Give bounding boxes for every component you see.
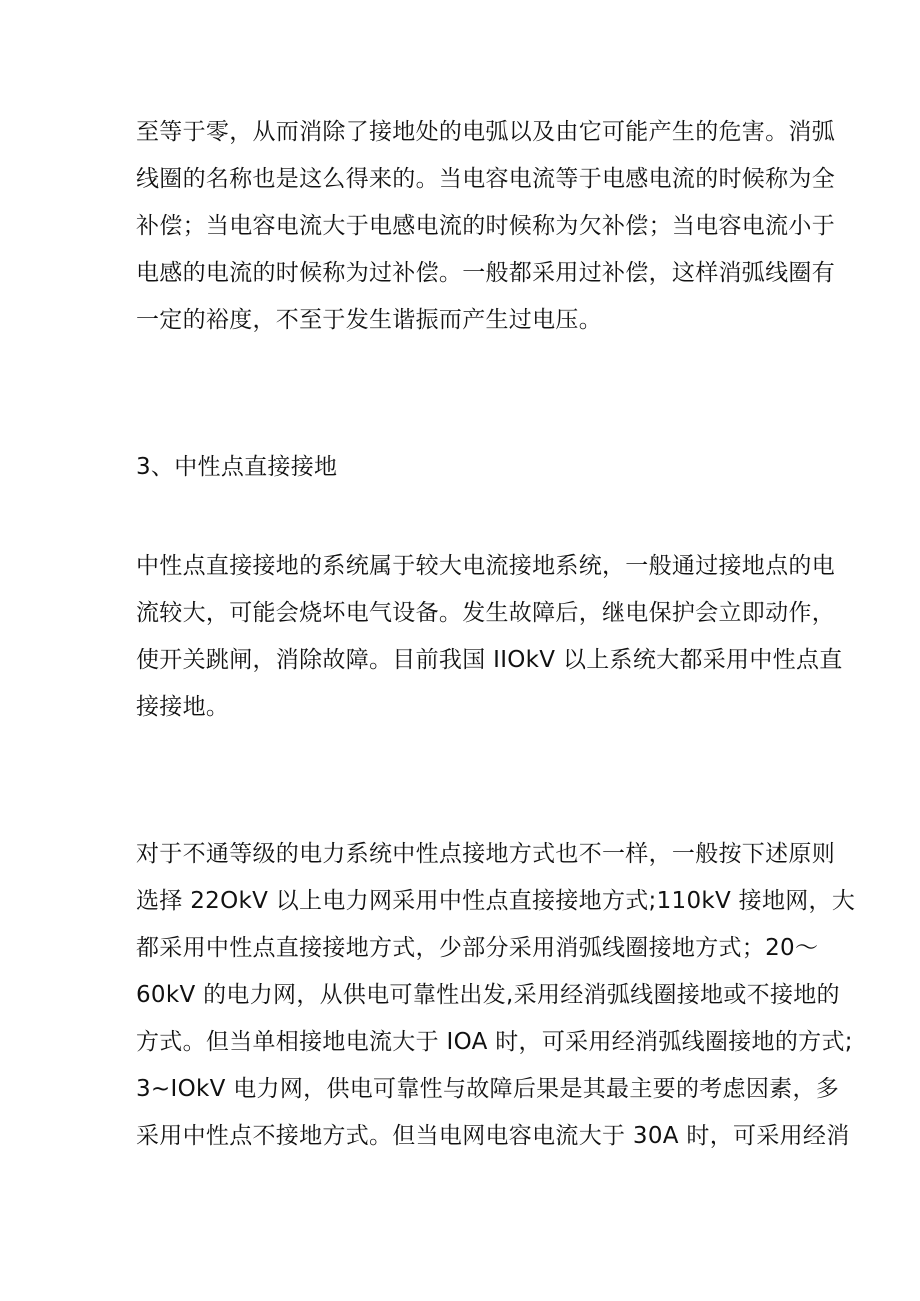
paragraph-1-line-3: 补偿；当电容电流大于电感电流的时候称为欠补偿；当电容电流小于 (136, 213, 835, 239)
paragraph-1-line-2: 线圈的名称也是这么得来的。当电容电流等于电感电流的时候称为全 (136, 166, 835, 192)
paragraph-2-line-4: 接接地。 (136, 694, 230, 720)
paragraph-3-line-7: 采用中性点不接地方式。但当电网电容电流大于 30A 时，可采用经消 (136, 1123, 850, 1149)
paragraph-1-line-4: 电感的电流的时候称为过补偿。一般都采用过补偿，这样消弧线圈有 (136, 260, 835, 286)
paragraph-3-line-4: 60kV 的电力网，从供电可靠性出发,采用经消弧线圈接地或不接地的 (136, 982, 840, 1008)
paragraph-2-line-2: 流较大，可能会烧坏电气设备。发生故障后，继电保护会立即动作， (136, 600, 835, 626)
paragraph-1-line-1: 至等于零，从而消除了接地处的电弧以及由它可能产生的危害。消弧 (136, 119, 835, 145)
paragraph-3-line-6: 3~IOkV 电力网，供电可靠性与故障后果是其最主要的考虑因素，多 (136, 1076, 840, 1102)
paragraph-1-line-5: 一定的裕度，不至于发生谐振而产生过电压。 (136, 307, 602, 333)
paragraph-3-line-2: 选择 22OkV 以上电力网采用中性点直接接地方式;110kV 接地网，大 (136, 888, 856, 914)
section-heading-3: 3、中性点直接接地 (136, 454, 338, 480)
paragraph-3-line-3: 都采用中性点直接接地方式，少部分采用消弧线圈接地方式；20～ (136, 935, 819, 961)
paragraph-2-line-3: 使开关跳闸，消除故障。目前我国 IIOkV 以上系统大都采用中性点直 (136, 647, 843, 673)
paragraph-3-line-5: 方式。但当单相接地电流大于 IOA 时，可采用经消弧线圈接地的方式; (136, 1029, 853, 1055)
paragraph-2-line-1: 中性点直接接地的系统属于较大电流接地系统，一般通过接地点的电 (136, 553, 835, 579)
paragraph-3-line-1: 对于不通等级的电力系统中性点接地方式也不一样，一般按下述原则 (136, 841, 835, 867)
